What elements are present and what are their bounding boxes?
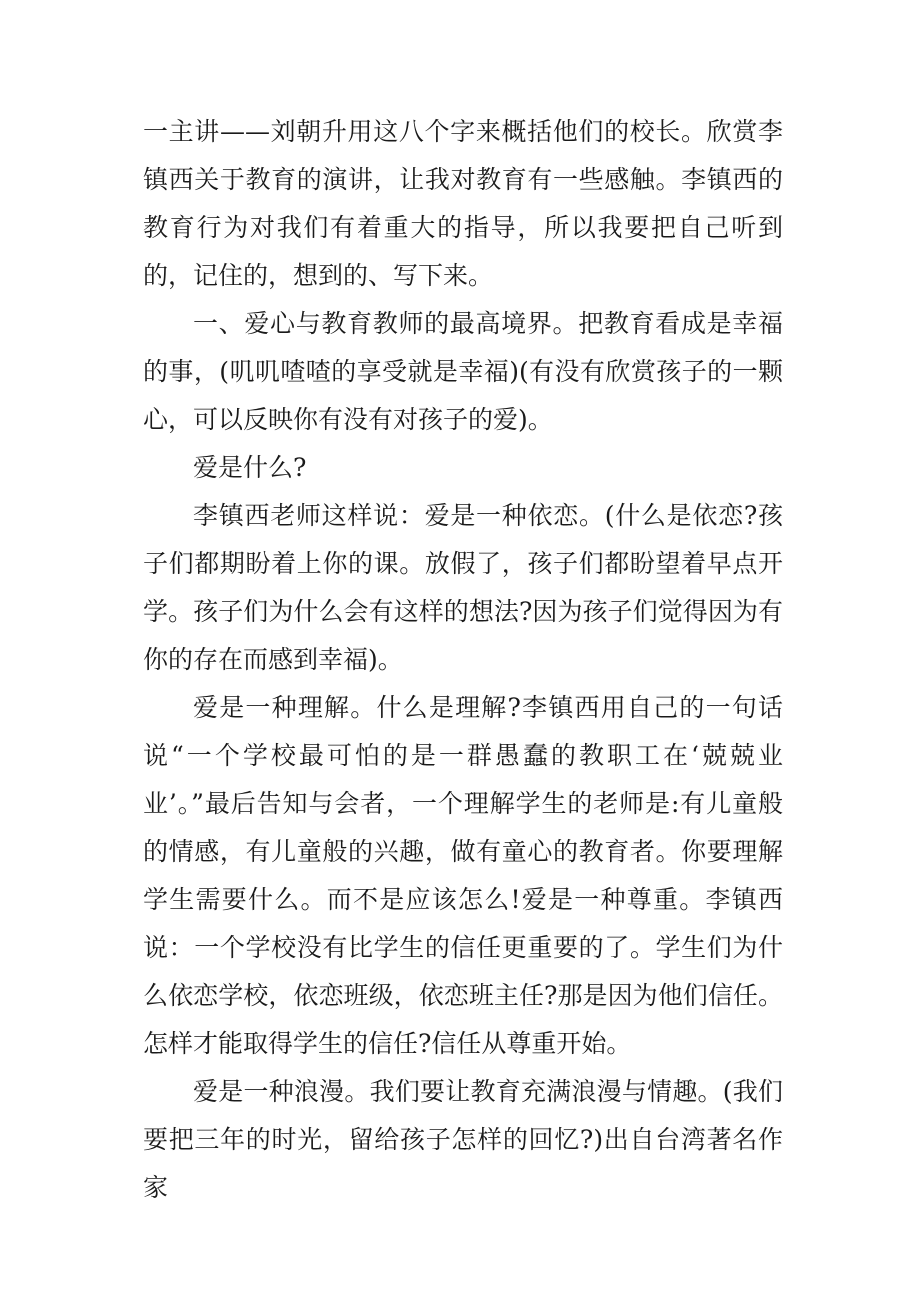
- paragraph-section-heading: 一、爱心与教育教师的最高境界。把教育看成是幸福的事，(叽叽喳喳的享受就是幸福)(有没有欣赏孩子的一颗心，可以反映你有没有对孩子的爱)。: [143, 309, 783, 434]
- article-body: [143, 108, 783, 1212]
- paragraph-continuation: 一主讲——刘朝升用这八个字来概括他们的校长。欣赏李镇西关于教育的演讲，让我对教育有一些感触。李镇西的教育行为对我们有着重大的指导，所以我要把自己听到的，记住的，想到的、写下来。: [143, 117, 783, 290]
- paragraph-love-understanding: 爱是一种理解。什么是理解?李镇西用自己的一句话说“一个学校最可怕的是一群愚蠢的教职工在‘兢兢业业’。”最后告知与会者，一个理解学生的老师是:有儿童般的情感，有儿童般的兴趣，做有童心的教育者。你要理解学生需要什么。而不是应该怎么!爱是一种尊重。李镇西说：一个学校没有比学生的信任更重要的了。学生们为什么依恋学校，依恋班级，依恋班主任?那是因为他们信任。怎样才能取得学生的信任?信任从尊重开始。: [143, 693, 783, 1058]
- paragraph-love-attachment: 李镇西老师这样说：爱是一种依恋。(什么是依恋?孩子们都期盼着上你的课。放假了，孩子们都盼望着早点开学。孩子们为什么会有这样的想法?因为孩子们觉得因为有你的存在而感到幸福)。: [143, 501, 783, 674]
- paragraph-question: 爱是什么?: [193, 453, 307, 482]
- paragraph-love-romance: 爱是一种浪漫。我们要让教育充满浪漫与情趣。(我们要把三年的时光，留给孩子怎样的回忆?)出自台湾著名作家: [143, 1077, 783, 1202]
